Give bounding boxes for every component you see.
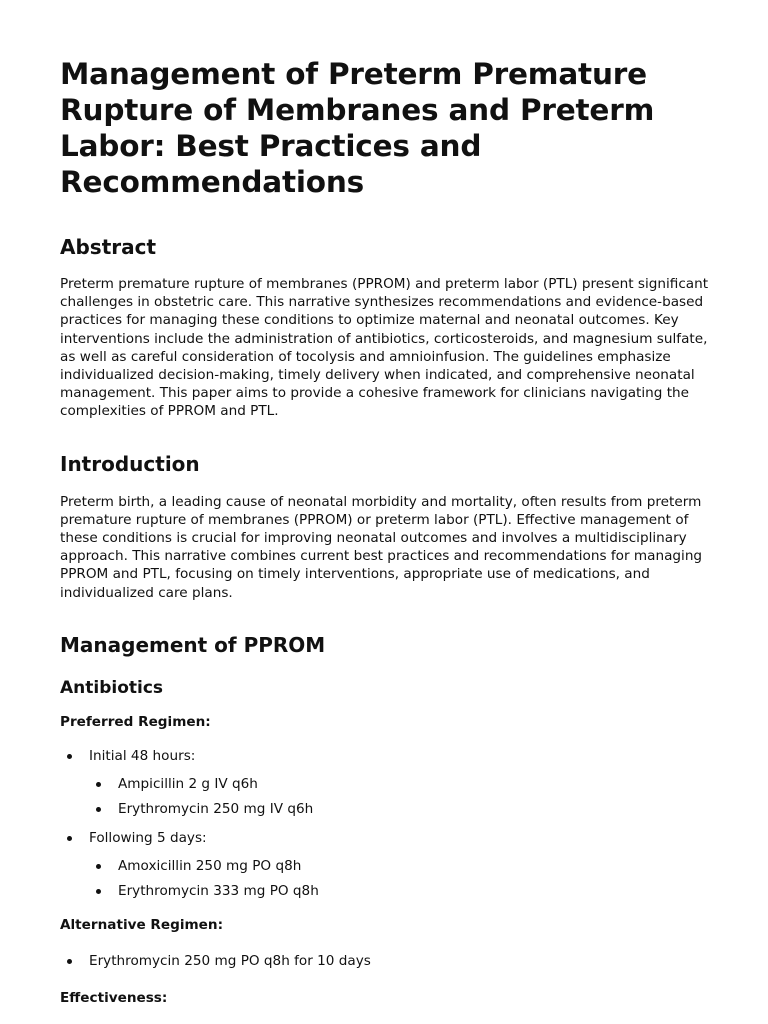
sub-list-item: Ampicillin 2 g IV q6h (89, 775, 720, 793)
pprom-heading: Management of PPROM (60, 632, 326, 657)
document-page (60, 56, 720, 1007)
document-title: Management of Preterm Premature Rupture of Membranes and Preterm Labor: Best Practices and Recommendations (60, 57, 655, 199)
list-item (60, 829, 720, 900)
abstract-text: Preterm premature rupture of membranes (PPROM) and preterm labor (PTL) present significant challenges in obstetric care. This narrative synthesizes recommendations and evidence-based practices for managing these conditions to optimize maternal and neonatal outcomes. Key interventions include the administration of antibiotics, corticosteroids, and magnesium sulfate, as well as careful consideration of tocolysis and amnioinfusion. The guidelines emphasize individualized decision-making, timely delivery when indicated, and comprehensive neonatal management. This paper aims to provide a cohesive framework for clinicians navigating the complexities of PPROM and PTL. (60, 276, 709, 420)
antibiotics-heading: Antibiotics (60, 677, 164, 698)
list-item: Erythromycin 250 mg PO q8h for 10 days (60, 952, 720, 970)
abstract-heading: Abstract (60, 235, 157, 259)
list-item-label: Initial 48 hours: (60, 747, 720, 765)
preferred-regimen-list (60, 747, 720, 900)
sub-list-item: Amoxicillin 250 mg PO q8h (89, 857, 720, 875)
sub-list (60, 775, 720, 818)
alternative-regimen-label: Alternative Regimen: (60, 916, 223, 933)
effectiveness-label: Effectiveness: (60, 989, 168, 1006)
introduction-heading: Introduction (60, 451, 200, 476)
list-item-label: Following 5 days: (60, 829, 720, 847)
sub-list-item: Erythromycin 333 mg PO q8h (89, 882, 720, 900)
sub-list-item: Erythromycin 250 mg IV q6h (89, 800, 720, 818)
list-item (60, 747, 720, 818)
alternative-regimen-list (60, 952, 720, 970)
sub-list (60, 857, 720, 900)
preferred-regimen-label: Preferred Regimen: (60, 713, 211, 730)
introduction-text: Preterm birth, a leading cause of neonatal morbidity and mortality, often results from preterm premature rupture of membranes (PPROM) or preterm labor (PTL). Effective management of these conditions is crucial for improving neonatal outcomes and involves a multidisciplinary approach. This narrative combines current best practices and recommendations for managing PPROM and PTL, focusing on timely interventions, appropriate use of medications, and individualized care plans. (60, 493, 703, 601)
